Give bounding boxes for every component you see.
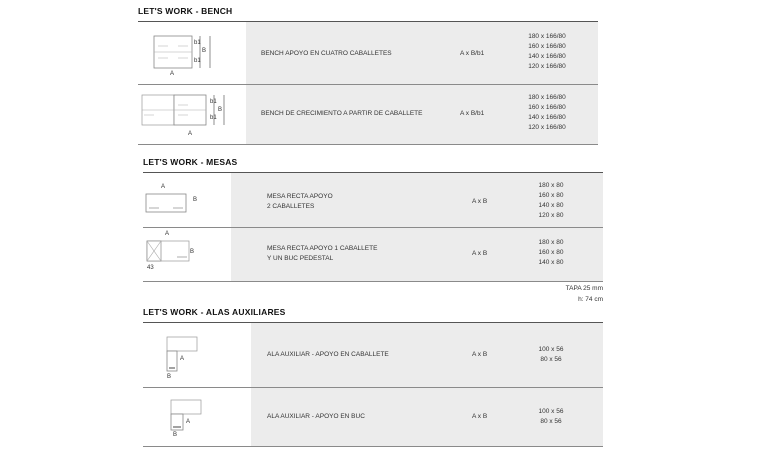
dimension-formula: A x B bbox=[472, 250, 488, 257]
bench-growth-diagram bbox=[140, 93, 240, 133]
product-description: MESA RECTA APOYO 1 CABALLETE Y UN BUC PEDESTAL bbox=[267, 245, 378, 262]
height-note: h: 74 cm bbox=[578, 296, 603, 303]
section-title-mesas: LET'S WORK - MESAS bbox=[143, 157, 238, 167]
straight-table-two-trestles-diagram bbox=[145, 193, 189, 215]
straight-table-pedestal-diagram bbox=[145, 240, 193, 266]
size-list: 180 x 166/80 160 x 166/80 140 x 166/80 120 x 166/80 bbox=[528, 94, 566, 131]
product-description: BENCH DE CRECIMIENTO A PARTIR DE CABALLETE bbox=[261, 110, 423, 117]
size-list: 180 x 80 160 x 80 140 x 80 120 x 80 bbox=[538, 182, 564, 219]
dimension-formula: A x B bbox=[472, 198, 488, 205]
dimension-formula: A x B bbox=[472, 413, 488, 420]
dimension-label-b1: b1 bbox=[194, 40, 201, 46]
dimension-label-b: B bbox=[167, 374, 172, 380]
aux-wing-trestle-diagram bbox=[163, 335, 203, 375]
table-row bbox=[138, 22, 598, 84]
dimension-label-a: A bbox=[180, 356, 185, 362]
dimension-label-a: A bbox=[165, 231, 170, 237]
product-description: ALA AUXILIAR - APOYO EN CABALLETE bbox=[267, 351, 389, 358]
size-list: 180 x 80 160 x 80 140 x 80 bbox=[538, 239, 564, 266]
dimension-label-b1: b1 bbox=[194, 58, 201, 64]
dimension-label-b: B bbox=[202, 48, 207, 54]
section-title-alas-auxiliares: LET'S WORK - ALAS AUXILIARES bbox=[143, 307, 286, 317]
dimension-formula: A x B bbox=[472, 351, 488, 358]
table-row bbox=[143, 388, 603, 446]
table-row bbox=[143, 173, 603, 227]
row-rule bbox=[143, 446, 603, 447]
size-list: 100 x 56 80 x 56 bbox=[538, 408, 564, 425]
bench-four-trestles-diagram bbox=[152, 32, 232, 80]
product-description: BENCH APOYO EN CUATRO CABALLETES bbox=[261, 50, 392, 57]
row-rule bbox=[143, 281, 603, 282]
dimension-label-b: B bbox=[193, 197, 198, 203]
dimension-label-b: B bbox=[173, 432, 178, 438]
product-description: ALA AUXILIAR - APOYO EN BUC bbox=[267, 413, 365, 420]
table-row bbox=[143, 323, 603, 387]
section-title-bench: LET'S WORK - BENCH bbox=[138, 6, 233, 16]
dimension-label-b: B bbox=[218, 107, 223, 113]
dimension-label-b: B bbox=[190, 249, 195, 255]
tabletop-thickness-note: TAPA 25 mm bbox=[565, 285, 603, 292]
dimension-label-a: A bbox=[188, 131, 193, 137]
dimension-label-pedestal: 43 bbox=[147, 265, 154, 271]
product-description: MESA RECTA APOYO 2 CABALLETES bbox=[267, 193, 333, 210]
dimension-formula: A x B/b1 bbox=[460, 50, 485, 57]
size-list: 100 x 56 80 x 56 bbox=[538, 346, 564, 363]
table-row bbox=[138, 85, 598, 144]
size-list: 180 x 166/80 160 x 166/80 140 x 166/80 120 x 166/80 bbox=[528, 33, 566, 70]
dimension-formula: A x B/b1 bbox=[460, 110, 485, 117]
row-rule bbox=[138, 144, 598, 145]
dimension-label-a: A bbox=[186, 419, 191, 425]
dimension-label-a: A bbox=[170, 71, 175, 77]
dimension-label-a: A bbox=[161, 184, 166, 190]
table-row bbox=[143, 228, 603, 281]
dimension-label-b1: b1 bbox=[210, 115, 217, 121]
dimension-label-b1: b1 bbox=[210, 99, 217, 105]
